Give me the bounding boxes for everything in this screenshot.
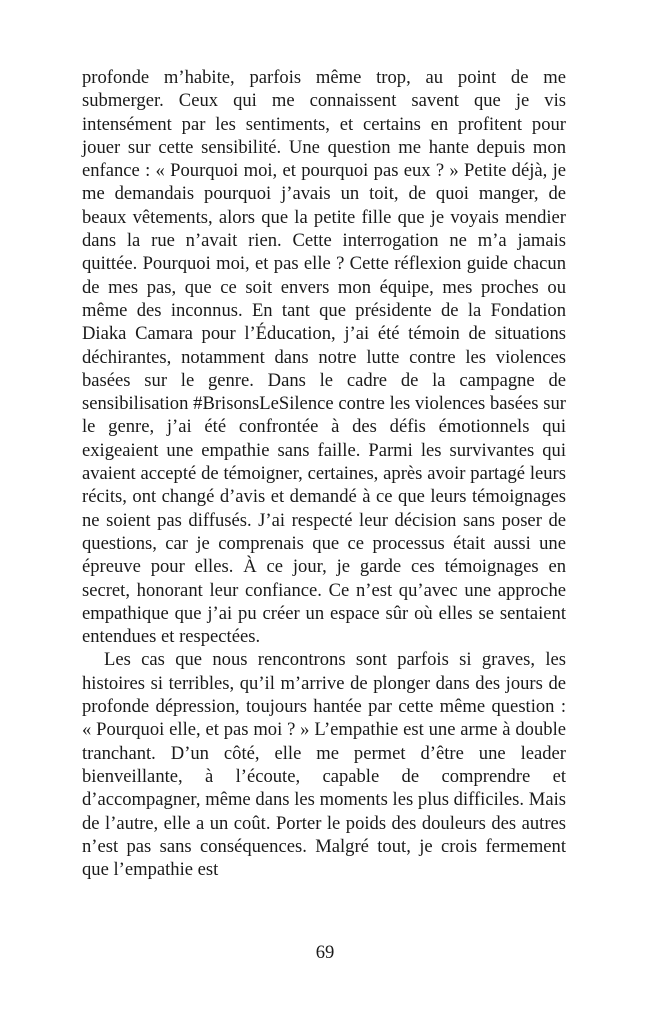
page-number: 69 (315, 942, 335, 963)
paragraph-1: profonde m’habite, parfois même trop, au point de me submerger. Ceux qui me connaissent savent que je vis intensément par les sentiments, et certains en profitent pour jouer sur cette sensibilité. Une question me hante depuis mon enfance : « Pourquoi moi, et pourquoi pas eux ? » Petite déjà, je me demandais pourquoi j’avais un toit, de quoi manger, de beaux vêtements, alors que la petite fille que je voyais mendier dans la rue n’avait rien. Cette interrogation ne m’a jamais quittée. Pourquoi moi, et pas elle ? Cette réflexion guide chacun de mes pas, que ce soit envers mon équipe, mes proches ou même des inconnus. En tant que présidente de la Fondation Diaka Camara pour l’Éducation, j’ai été témoin de situations déchirantes, notamment dans notre lutte contre les violences basées sur le genre. Dans le cadre de la campagne de sensibilisation #BrisonsLeSilence contre les violences basées sur le genre, j’ai été confrontée à des défis émotionnels qui exigeaient une empathie sans faille. Parmi les survivantes qui avaient accepté de témoigner, certaines, après avoir partagé leurs récits, ont changé d’avis et demandé à ce que leurs témoignages ne soient pas diffusés. J’ai respecté leur décision sans poser de questions, car je comprenais que ce processus était aussi une épreuve pour elles. À ce jour, je garde ces témoignages en secret, honorant leur confiance. Ce n’est qu’avec une approche empathique que j’ai pu créer un espace sûr où elles se sentaient entendues et respectées. (82, 67, 566, 648)
paragraph-2: Les cas que nous rencontrons sont parfois si graves, les histoires si terribles, qu’il m’arrive de plonger dans des jours de profonde dépression, toujours hantée par cette même question : « Pourquoi elle, et pas moi ? » L’empathie est une arme à double tranchant. D’un côté, elle me permet d’être une leader bienveillante, à l’écoute, capable de comprendre et d’accompagner, même dans les moments les plus difficiles. Mais de l’autre, elle a un coût. Porter le poids des douleurs des autres n’est pas sans conséquences. Malgré tout, je crois fermement que l’empathie est (82, 649, 566, 881)
page-body (82, 66, 566, 881)
